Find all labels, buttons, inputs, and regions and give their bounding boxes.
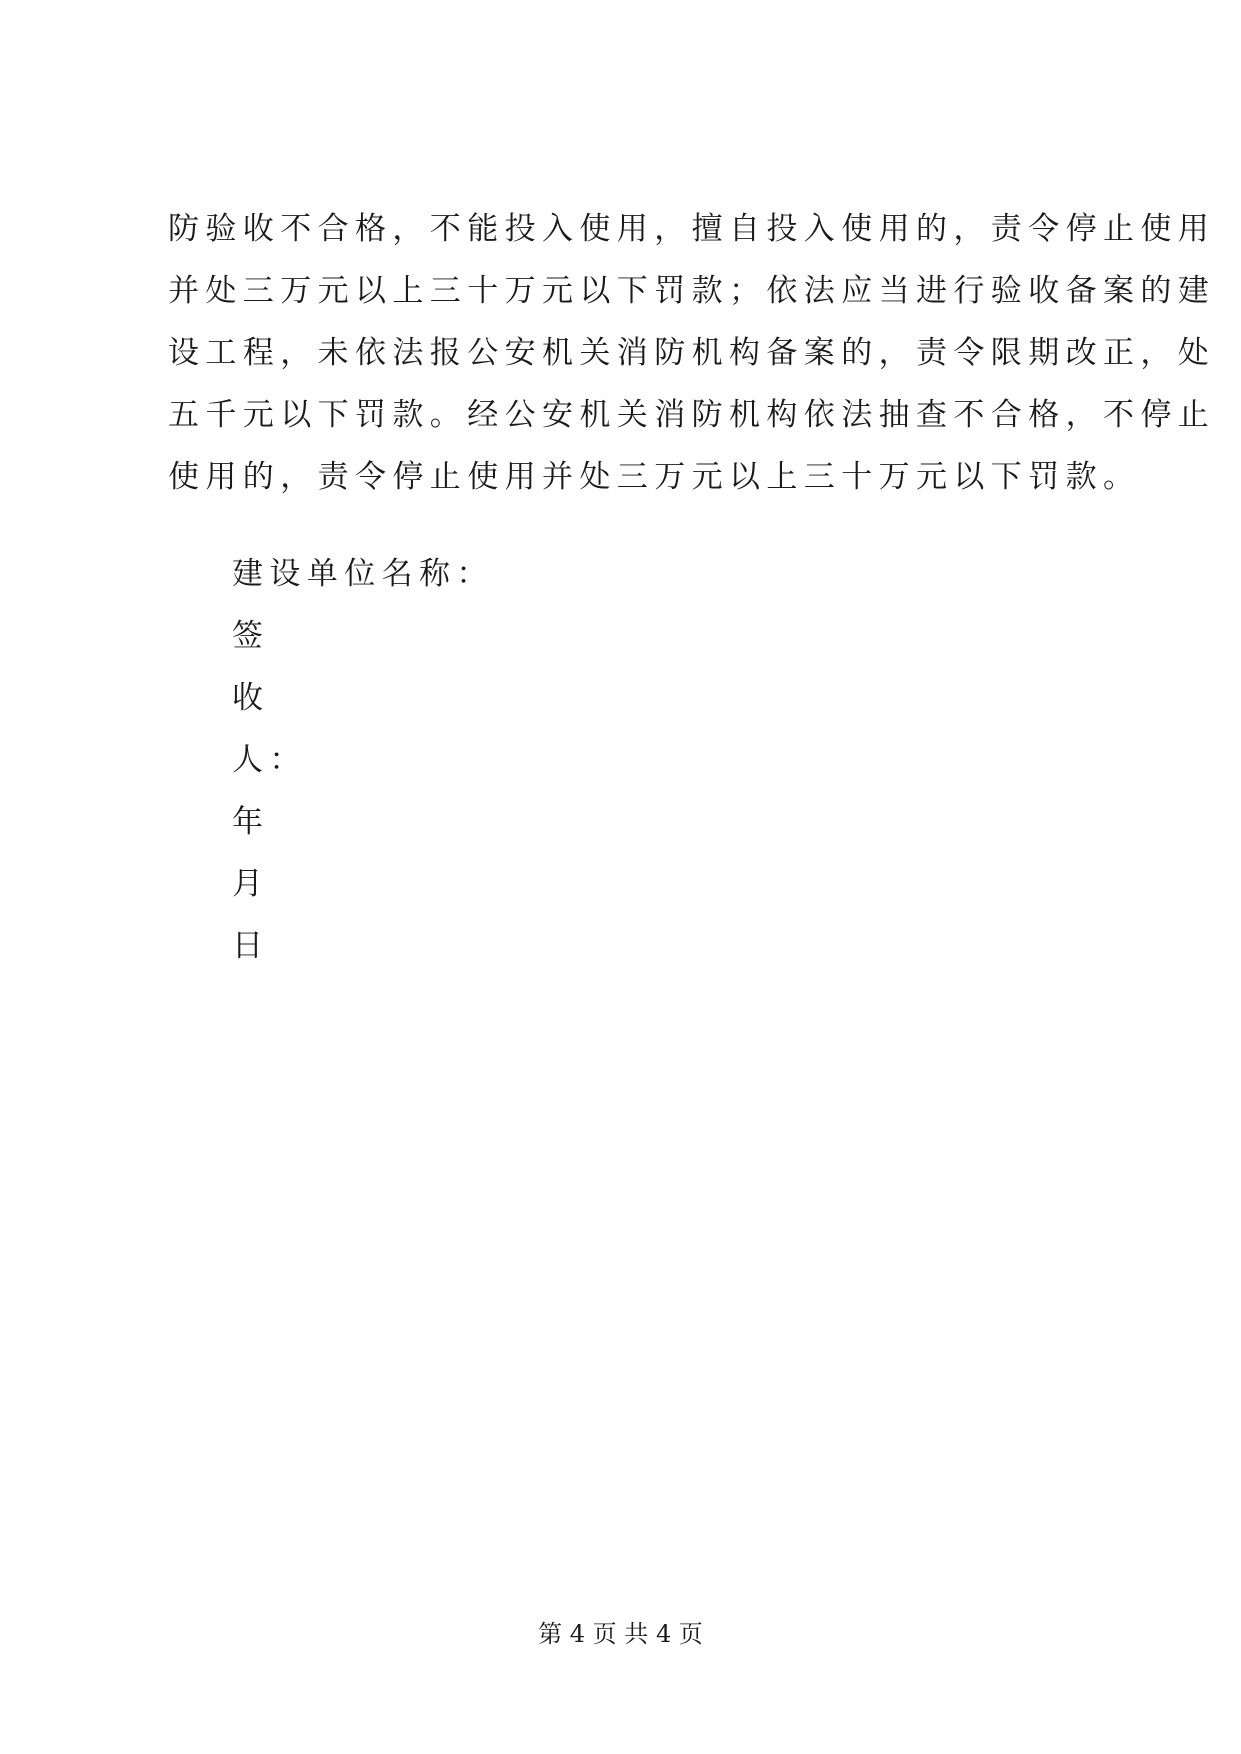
- recipient-label-char: 签: [232, 618, 270, 654]
- body-line: 并处三万元以上三十万元以下罚款；依法应当进行验收备案的建: [168, 273, 1216, 309]
- recipient-label-char: 收: [232, 680, 270, 716]
- signature-block: [232, 543, 494, 977]
- month-label: 月: [232, 866, 270, 902]
- body-line: 五千元以下罚款。经公安机关消防机构依法抽查不合格，不停止: [168, 397, 1216, 433]
- body-paragraph: [168, 198, 1216, 508]
- unit-name-label: 建设单位名称：: [232, 556, 494, 592]
- recipient-label-char: 人：: [232, 742, 307, 778]
- body-line: 使用的，责令停止使用并处三万元以上三十万元以下罚款。: [168, 459, 1141, 495]
- page-footer: 第 4 页 共 4 页: [538, 1620, 703, 1648]
- body-line: 设工程，未依法报公安机关消防机构备案的，责令限期改正，处: [168, 335, 1216, 371]
- body-line: 防验收不合格，不能投入使用，擅自投入使用的，责令停止使用: [168, 211, 1216, 247]
- day-label: 日: [232, 928, 270, 964]
- year-label: 年: [232, 804, 270, 840]
